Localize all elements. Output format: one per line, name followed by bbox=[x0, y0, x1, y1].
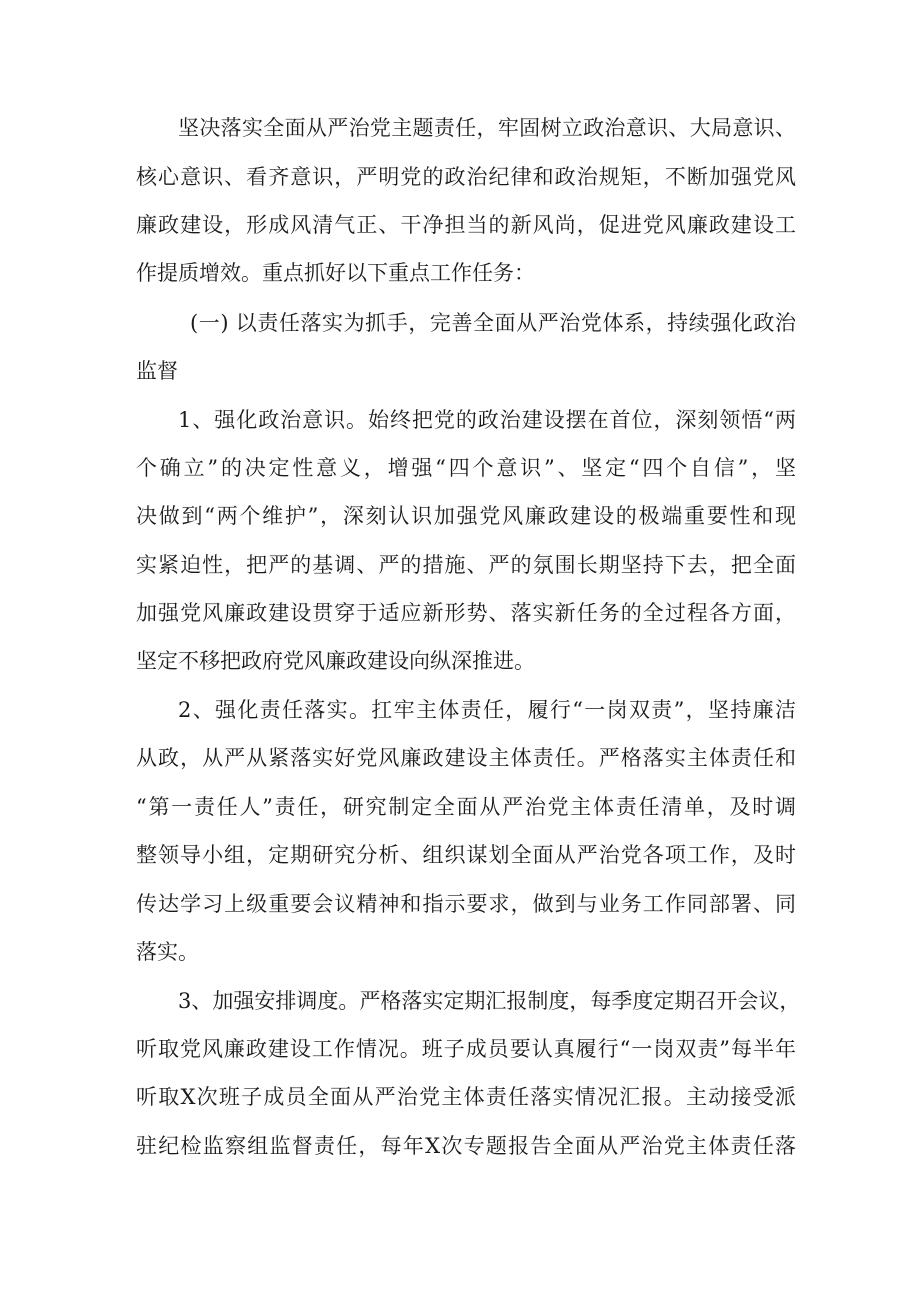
paragraph-intro-line-3: 廉政建设，形成风清气正、干净担当的新风尚，促进党风廉政建设工 bbox=[136, 213, 796, 237]
item-1-line-6: 坚定不移把政府党风廉政建设向纵深推进。 bbox=[136, 649, 535, 673]
item-3-line-4: 驻纪检监察组监督责任，每年X次专题报告全面从严治党主体责任落 bbox=[136, 1134, 796, 1158]
item-2-line-2: 从政，从严从紧落实好党风廉政建设主体责任。严格落实主体责任和 bbox=[136, 746, 796, 770]
section-heading-line-1: (一) 以责任落实为抓手，完善全面从严治党体系，持续强化政治 bbox=[190, 311, 796, 335]
paragraph-intro-line-1: 坚决落实全面从严治党主题责任，牢固树立政治意识、大局意识、 bbox=[178, 116, 796, 140]
item-2-line-4: 整领导小组，定期研究分析、组织谋划全面从严治党各项工作，及时 bbox=[136, 843, 796, 867]
item-1-line-5: 加强党风廉政建设贯穿于适应新形势、落实新任务的全过程各方面， bbox=[136, 601, 796, 625]
item-2-line-1: 2、强化责任落实。扛牢主体责任，履行“一岗双责”，坚持廉洁 bbox=[178, 698, 796, 722]
item-3-line-2: 听取党风廉政建设工作情况。班子成员要认真履行“一岗双责”每半年 bbox=[136, 1037, 796, 1061]
item-2-line-3: “第一责任人”责任，研究制定全面从严治党主体责任清单，及时调 bbox=[136, 795, 796, 819]
item-1-line-2: 个确立”的决定性意义，增强“四个意识”、坚定“四个自信”，坚 bbox=[136, 456, 796, 480]
item-2-line-5: 传达学习上级重要会议精神和指示要求，做到与业务工作同部署、同 bbox=[136, 892, 796, 916]
item-2-line-6: 落实。 bbox=[136, 940, 199, 964]
item-1-line-1: 1、强化政治意识。始终把党的政治建设摆在首位，深刻领悟“两 bbox=[178, 408, 796, 432]
item-1-line-4: 实紧迫性，把严的基调、严的措施、严的氛围长期坚持下去，把全面 bbox=[136, 553, 796, 577]
item-3-line-3: 听取X次班子成员全面从严治党主体责任落实情况汇报。主动接受派 bbox=[136, 1085, 796, 1109]
section-heading-line-2: 监督 bbox=[136, 359, 178, 383]
paragraph-intro-line-2: 核心意识、看齐意识，严明党的政治纪律和政治规矩，不断加强党风 bbox=[136, 165, 796, 189]
item-1-line-3: 决做到“两个维护”，深刻认识加强党风廉政建设的极端重要性和现 bbox=[136, 504, 796, 528]
item-3-line-1: 3、加强安排调度。严格落实定期汇报制度，每季度定期召开会议， bbox=[178, 989, 801, 1013]
paragraph-intro-line-4: 作提质增效。重点抓好以下重点工作任务： bbox=[136, 261, 535, 285]
